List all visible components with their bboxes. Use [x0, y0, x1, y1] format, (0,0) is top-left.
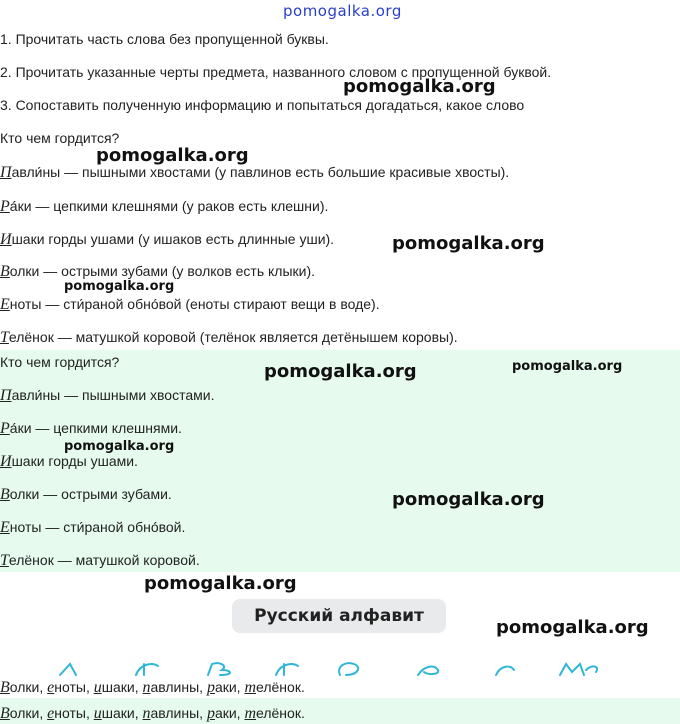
- word-text: елёнок.: [256, 705, 305, 721]
- step-1: 1. Прочитать часть слова без пропущенной буквы.: [0, 31, 329, 47]
- answer-line: [0, 679, 305, 697]
- russian-alphabet-button[interactable]: Русский алфавит: [232, 599, 446, 633]
- watermark: pomogalka.org: [96, 145, 249, 166]
- section1-item: [0, 296, 380, 314]
- section2-item: [0, 519, 185, 537]
- word-text: ноты,: [54, 679, 94, 695]
- item-text: олки — острыми зубами (у волков есть клыки).: [9, 263, 316, 279]
- first-letter: т: [244, 705, 257, 722]
- first-letter: П: [0, 387, 12, 404]
- first-letter: В: [0, 486, 10, 503]
- first-letter: е: [47, 679, 55, 696]
- first-letter: р: [206, 705, 215, 722]
- watermark: pomogalka.org: [343, 76, 496, 97]
- cursive-alphabet-image: [40, 658, 640, 676]
- first-letter: п: [142, 679, 151, 696]
- first-letter: Т: [0, 329, 9, 346]
- first-letter: И: [0, 453, 12, 470]
- word-text: аки,: [214, 679, 245, 695]
- first-letter: В: [0, 679, 10, 696]
- item-text: авли́ны — пышными хвостами.: [11, 387, 215, 403]
- first-letter: е: [47, 705, 55, 722]
- section2-item: [0, 453, 138, 471]
- section1-item: [0, 198, 328, 216]
- watermark: pomogalka.org: [64, 279, 175, 294]
- answer-line: [0, 705, 305, 723]
- section2-item: [0, 387, 214, 405]
- watermark: pomogalka.org: [512, 359, 623, 374]
- step-2: 2. Прочитать указанные черты предмета, названного словом с пропущенной буквой.: [0, 64, 552, 80]
- section2-heading: Кто чем гордится?: [0, 354, 120, 370]
- item-text: шаки горды ушами (у ишаков есть длинные уши).: [11, 231, 335, 247]
- item-text: ноты — сти́раной обно́вой.: [9, 519, 186, 535]
- section1-item: [0, 164, 509, 182]
- section1-item: [0, 329, 458, 347]
- section1-heading: Кто чем гордится?: [0, 130, 120, 146]
- first-letter: В: [0, 263, 10, 280]
- watermark: pomogalka.org: [392, 233, 545, 254]
- first-letter: р: [206, 679, 215, 696]
- section2-item: [0, 552, 200, 570]
- section1-item: [0, 231, 334, 249]
- watermark-top: pomogalka.org: [283, 2, 402, 20]
- first-letter: И: [0, 231, 12, 248]
- watermark: pomogalka.org: [496, 617, 649, 638]
- first-letter: и: [93, 679, 102, 696]
- watermark: pomogalka.org: [144, 573, 297, 594]
- word-text: олки,: [9, 679, 48, 695]
- word-text: олки,: [9, 705, 48, 721]
- item-text: олки — острыми зубами.: [9, 486, 172, 502]
- item-text: шаки горды ушами.: [11, 453, 138, 469]
- watermark: pomogalka.org: [264, 361, 417, 382]
- word-text: шаки,: [101, 705, 143, 721]
- item-text: ноты — сти́раной обно́вой (еноты стирают вещи в воде).: [9, 296, 380, 312]
- word-text: ноты,: [54, 705, 94, 721]
- word-text: авлины,: [150, 705, 207, 721]
- word-text: шаки,: [101, 679, 143, 695]
- item-text: елёнок — матушкой коровой (телёнок является детёнышем коровы).: [8, 329, 458, 345]
- section2-item: [0, 420, 182, 438]
- item-text: авли́ны — пышными хвостами (у павлинов есть большие красивые хвосты).: [11, 164, 510, 180]
- first-letter: Е: [0, 296, 10, 313]
- word-text: елёнок.: [256, 679, 305, 695]
- first-letter: П: [0, 164, 12, 181]
- item-text: а́ки — цепкими клешнями (у раков есть клешни).: [9, 198, 329, 214]
- word-text: аки,: [214, 705, 245, 721]
- watermark: pomogalka.org: [392, 489, 545, 510]
- watermark: pomogalka.org: [64, 439, 175, 454]
- step-3: 3. Сопоставить полученную информацию и попытаться догадаться, какое слово: [0, 97, 525, 113]
- item-text: елёнок — матушкой коровой.: [8, 552, 200, 568]
- section2-item: [0, 486, 172, 504]
- first-letter: Т: [0, 552, 9, 569]
- word-text: авлины,: [150, 679, 207, 695]
- first-letter: п: [142, 705, 151, 722]
- item-text: а́ки — цепкими клешнями.: [9, 420, 182, 436]
- first-letter: Р: [0, 420, 10, 437]
- first-letter: и: [93, 705, 102, 722]
- first-letter: Е: [0, 519, 10, 536]
- first-letter: т: [244, 679, 257, 696]
- first-letter: Р: [0, 198, 10, 215]
- first-letter: В: [0, 705, 10, 722]
